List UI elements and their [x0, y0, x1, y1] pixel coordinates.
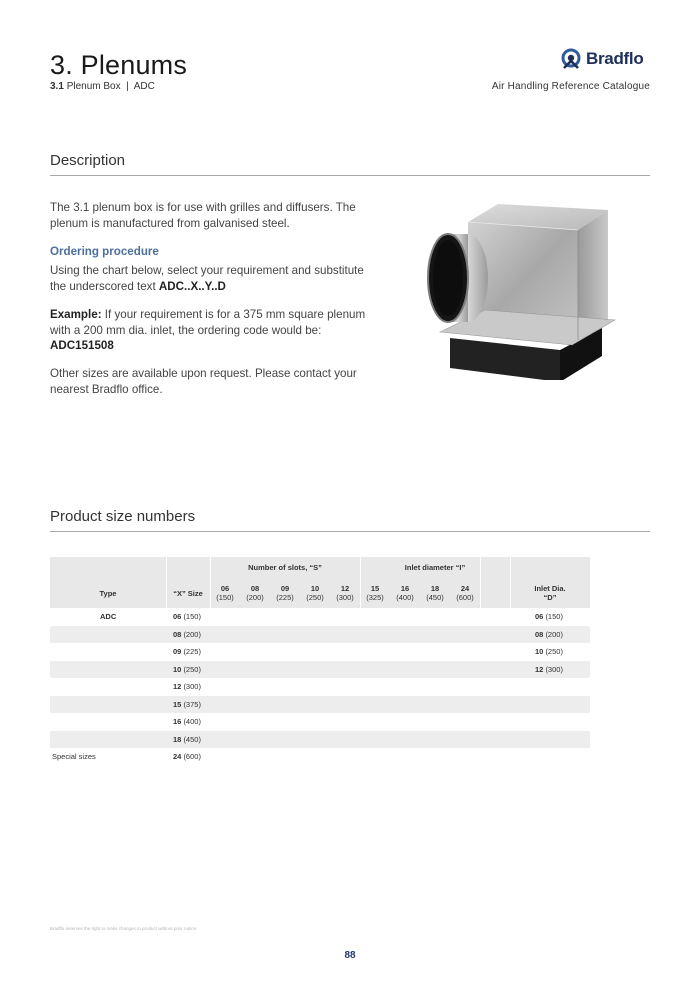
brand-logo: [560, 48, 643, 70]
header-slot-08: 08 (200): [246, 584, 264, 602]
table-row: ADC 06 (150) 06 (150): [100, 612, 563, 621]
product-sizes-heading: Product size numbers: [50, 508, 196, 525]
description-heading: Description: [50, 152, 126, 169]
bradflo-logo-icon: [560, 48, 582, 70]
footer-disclaimer: Bradflo reserves the right to make changes to product without prior notice: [50, 926, 197, 931]
table-row: 10 (250) 12 (300): [50, 661, 590, 679]
table-header: [50, 557, 590, 608]
page-subtitle: [50, 81, 155, 92]
description-rule: [50, 175, 650, 176]
table-row: 15 (375): [50, 696, 590, 714]
brand-name: Bradflo: [586, 49, 644, 68]
ordering-text: Using the chart below, select your requirement and substitute the underscored text: [50, 264, 364, 293]
page-title: 3. Plenums: [50, 50, 188, 80]
example-code: ADC151508: [50, 339, 114, 352]
table-row: Special sizes 24 (600): [52, 752, 201, 761]
catalogue-name: Air Handling Reference Catalogue: [491, 81, 650, 92]
header-slot-10: 10 (250): [306, 584, 324, 602]
header-inlet-16: 16 (400): [396, 584, 414, 602]
header-inlet-18: 18 (450): [426, 584, 444, 602]
example-label: Example:: [50, 308, 102, 321]
page-number: 88: [344, 950, 356, 961]
plenum-box-image: [410, 200, 620, 380]
table-row: 16 (400): [173, 717, 201, 726]
description-paragraph: The 3.1 plenum box is for use with grilles and diffusers. The plenum is manufactured from galvanised steel.: [50, 201, 356, 230]
header-slot-12: 12 (300): [336, 584, 354, 602]
header-slots-group: Number of slots, “S”: [248, 563, 322, 572]
subtitle-number: 3.1: [50, 81, 64, 92]
table-row: 09 (225) 10 (250): [173, 647, 563, 656]
ordering-code: ADC..X..Y..D: [158, 279, 226, 293]
example-paragraph: [50, 307, 370, 354]
other-sizes-paragraph: Other sizes are available upon request. Please contact your nearest Bradflo office.: [50, 367, 357, 396]
header-x-size: “X” Size: [173, 589, 203, 598]
header-type: Type: [99, 589, 117, 598]
header-slot-06: 06 (150): [216, 584, 234, 602]
header-inlet-dia: Inlet Dia. “D”: [534, 584, 566, 602]
header-inlet-group: Inlet diameter “I”: [404, 563, 466, 572]
table-row: 18 (450): [50, 731, 590, 749]
product-size-table: [50, 557, 590, 766]
header-inlet-24: 24 (600): [456, 584, 474, 602]
header-slot-09: 09 (225): [276, 584, 294, 602]
table-row: 08 (200) 08 (200): [50, 626, 590, 644]
product-sizes-rule: [50, 531, 650, 532]
ordering-heading: Ordering procedure: [50, 245, 159, 258]
table-row: 12 (300): [173, 682, 201, 691]
header-inlet-15: 15 (325): [366, 584, 384, 602]
subtitle-text: Plenum Box | ADC: [66, 81, 155, 92]
ordering-paragraph: [50, 263, 370, 294]
example-text: If your requirement is for a 375 mm square plenum with a 200 mm dia. inlet, the ordering code would be:: [50, 308, 366, 337]
